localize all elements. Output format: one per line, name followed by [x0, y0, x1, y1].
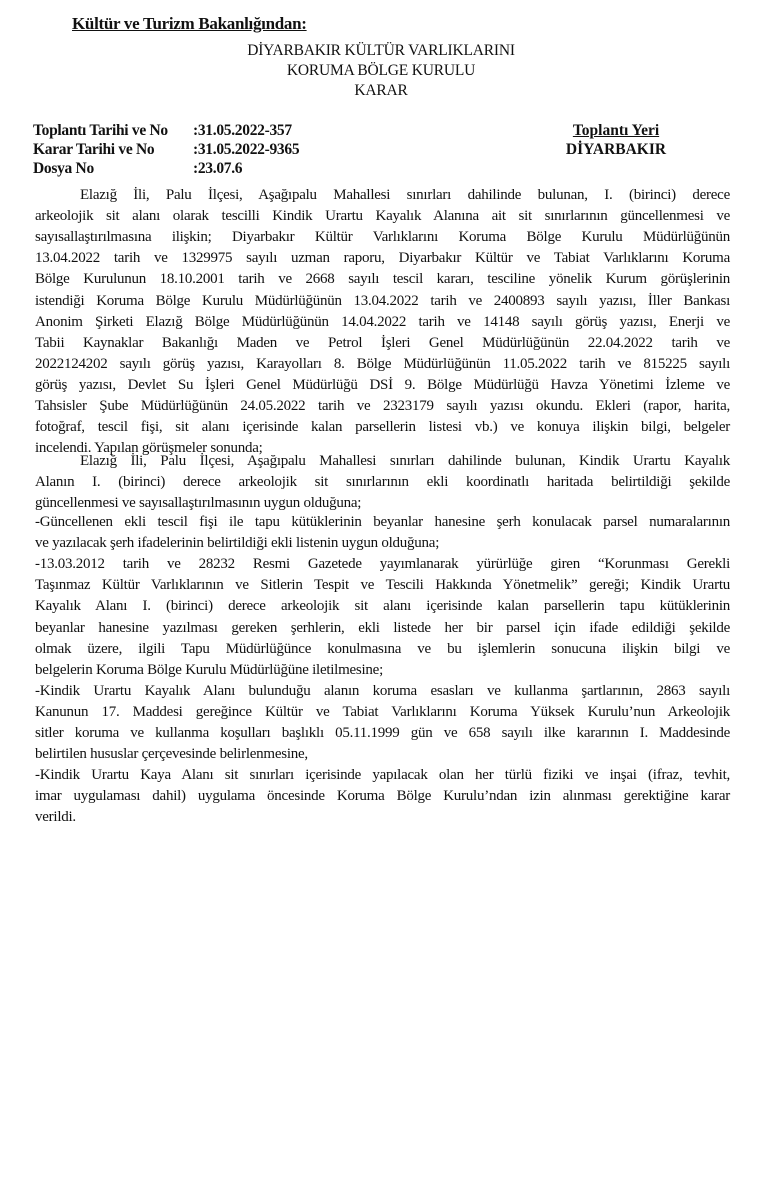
body-line: görüş yazısı, Devlet Su İşleri Genel Müdürlüğü DSİ 9. Bölge Müdürlüğü Havza Yönetimi İzleme ve: [35, 376, 730, 393]
decision-value: :31.05.2022-9365: [193, 141, 300, 158]
body-line: Kanunun 17. Maddesi gereğince Kültür ve Tabiat Varlıklarını Koruma Yüksek Kurulu’nun Arkeolojik: [35, 703, 730, 720]
body-line: -13.03.2012 tarih ve 28232 Resmi Gazetede yayımlanarak yürürlüğe giren “Korunması Gerekli: [35, 556, 730, 573]
body-line: sayısallaştırılmasına ilişkin; Diyarbakır Kültür Varlıklarını Koruma Bölge Kurulu Müdürlüğünün: [35, 229, 730, 246]
body-line: güncellenmesi ve sayısallaştırılmasının uygun olduğuna;: [35, 495, 362, 512]
body-line: verildi.: [35, 809, 76, 826]
body-line: imar uygulaması dahil) uygulama öncesinde Koruma Bölge Kurulu’ndan izin alınması gerektiğine karar: [35, 788, 730, 805]
board-title-line2: KORUMA BÖLGE KURULU: [286, 62, 476, 79]
board-title-line1: DİYARBAKIR KÜLTÜR VARLIKLARINI: [247, 42, 515, 59]
meeting-label: Toplantı Tarihi ve No: [33, 122, 168, 139]
body-line: Tabii Kaynaklar Bakanlığı Maden ve Petrol İşleri Genel Müdürlüğünün 22.04.2022 tarih ve: [35, 334, 730, 351]
decision-row: [33, 141, 299, 159]
body-line: 2022124202 sayılı görüş yazısı, Karayolları 8. Bölge Müdürlüğünün 11.05.2022 tarih ve 815225 sayılı: [35, 355, 730, 372]
body-line: arkeolojik sit alanı olarak tescilli Kindik Urartu Kayalık Alanına ait sit sınırlarının güncellenmesi ve: [35, 208, 730, 225]
body-line: Bölge Kurulunun 18.10.2001 tarih ve 2668 sayılı tescil kararı, tesciline yönelik Kurum görüşlerinin: [35, 271, 730, 288]
body-line: Elazığ İli, Palu İlçesi, Aşağıpalu Mahallesi sınırları dahilinde bulunan, I. (birinci) derece: [80, 187, 730, 203]
decision-label: Karar Tarihi ve No: [33, 141, 155, 158]
body-line: ve yazılacak şerh ifadelerinin belirtildiği ekli listenin uygun olduğuna;: [35, 535, 440, 552]
meeting-row: [33, 122, 292, 140]
file-value: :23.07.6: [193, 160, 243, 177]
file-label: Dosya No: [33, 160, 94, 177]
body-line: Alanın I. (birinci) derece arkeolojik sit sınırlarının ekli koordinatlı haritada belirtildiği şekilde: [35, 474, 730, 491]
body-line: -Güncellenen ekli tescil fişi ile tapu kütüklerinin beyanlar hanesine şerh konulacak parsel numaralarının: [35, 514, 730, 530]
body-line: sitler koruma ve kullanma koşulları başlıklı 05.11.1999 gün ve 658 sayılı ilke kararının I. Maddesinde: [35, 725, 730, 741]
body-line: belirtilen hususlar çerçevesinde belirlenmesine,: [35, 746, 308, 763]
file-row: [33, 160, 242, 178]
body-line: -Kindik Urartu Kaya Alanı sit sınırları içerisinde yapılacak olan her türlü fiziki ve inşai (ifraz, tevhit,: [35, 767, 730, 784]
body-line: beyanlar hanesine yazılması gereken şerhlerin, ekli listede her bir parsel için ifade edildiği şekilde: [35, 619, 730, 636]
body-line: incelendi. Yapılan görüşmeler sonunda;: [35, 440, 263, 457]
body-line: Elazığ İli, Palu İlçesi, Aşağıpalu Mahallesi sınırları dahilinde bulunan, Kindik Urartu Kayalık: [80, 453, 730, 469]
body-line: Kayalık Alanı I. (birinci) derece arkeolojik sit alanı içerisinde kalan parsellerin tapu kütüklerinin: [35, 598, 730, 615]
body-line: Anonim Şirketi Elazığ Bölge Müdürlüğünün 14.04.2022 tarih ve 14148 sayılı görüş yazısı, Enerji ve: [35, 313, 730, 330]
body-line: istendiği Koruma Bölge Kurulu Müdürlüğünün 13.04.2022 tarih ve 2400893 sayılı yazısı, İller Bankası: [35, 292, 730, 309]
body-line: fotoğraf, tescil fişi, sit alanı içerisinde kalan parsellerin listesi vb.) ve konuya ilişkin bilgi, belgeler: [35, 419, 730, 436]
body-line: belgelerin Koruma Bölge Kurulu Müdürlüğüne iletilmesine;: [35, 661, 384, 678]
document-type: KARAR: [354, 82, 408, 99]
body-line: olmak üzere, ilgili Tapu Müdürlüğünce konulmasına ve bu işlemlerin sonucuna ilişkin bilgi ve: [35, 640, 730, 657]
body-line: 13.04.2022 tarih ve 1329975 sayılı uzman raporu, Diyarbakır Kültür ve Tabiat Varlıklarını Koruma: [35, 250, 730, 267]
body-line: -Kindik Urartu Kayalık Alanı bulunduğu alanın koruma esasları ve kullanma şartlarının, 2863 sayılı: [35, 682, 730, 699]
meeting-place-value: DİYARBAKIR: [565, 141, 667, 158]
ministry-heading: Kültür ve Turizm Bakanlığından:: [72, 14, 307, 33]
body-line: Tahsisler Şube Müdürlüğünün 24.05.2022 tarih ve 2323179 sayılı yazısı okundu. Ekleri (rapor, harita,: [35, 398, 730, 414]
meeting-place-label: Toplantı Yeri: [572, 122, 660, 139]
meeting-value: :31.05.2022-357: [193, 122, 292, 139]
body-line: Taşınmaz Kültür Varlıklarının ve Sitlerin Tespit ve Tescili Hakkında Yönetmelik” gereği; Kindik Urartu: [35, 577, 730, 594]
